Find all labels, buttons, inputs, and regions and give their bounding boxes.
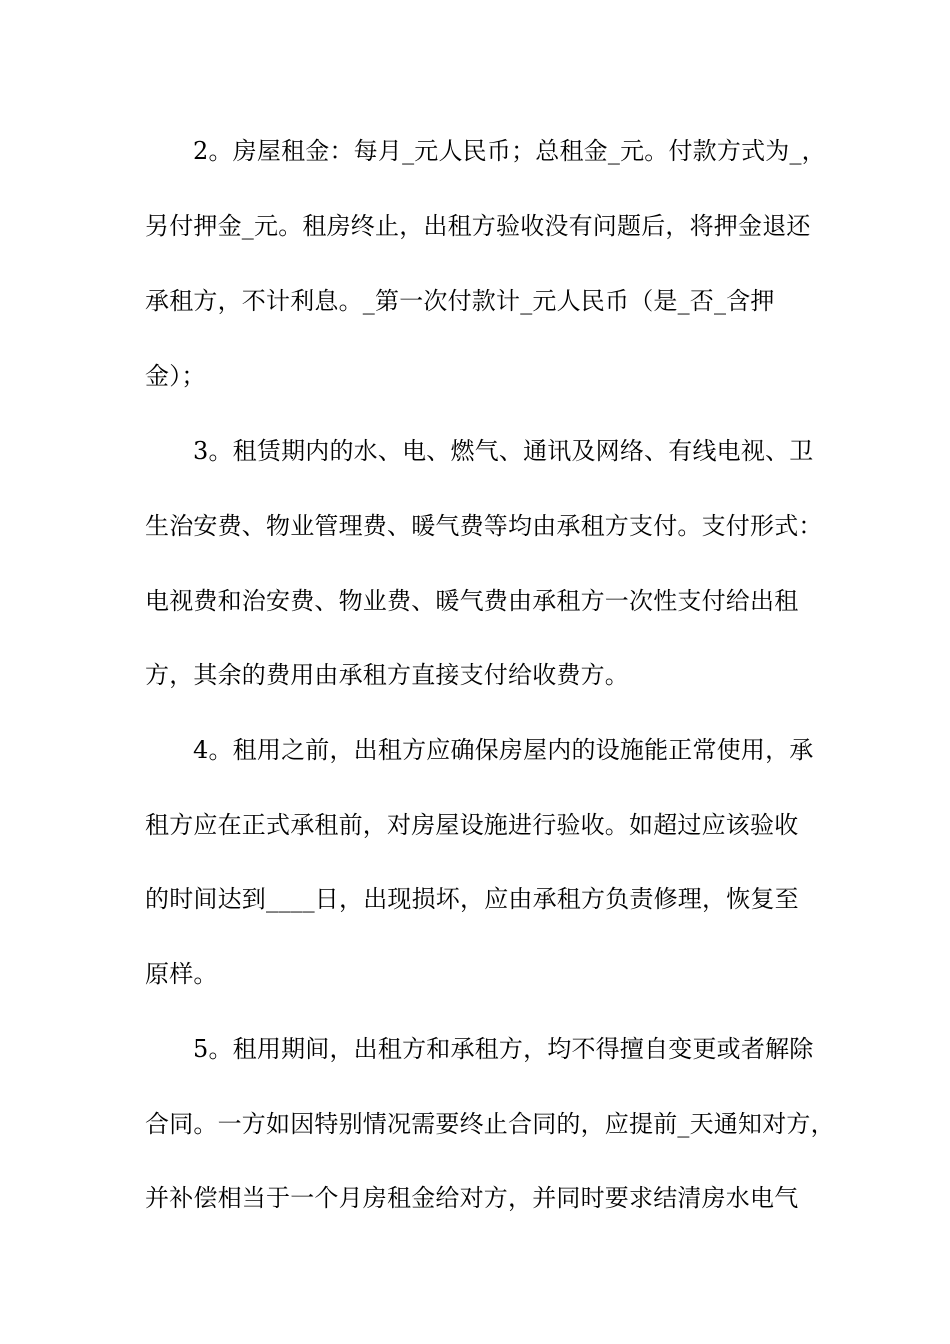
paragraph-5-line-3: 并补偿相当于一个月房租金给对方，并同时要求结清房水电气 [145, 1184, 799, 1212]
paragraph-3-line-4: 方，其余的费用由承租方直接支付给收费方。 [145, 661, 629, 689]
paragraph-3-line-3: 电视费和治安费、物业费、暖气费由承租方一次性支付给出租 [145, 587, 799, 615]
paragraph-3-line-1: 3。租赁期内的水、电、燃气、通讯及网络、有线电视、卫 [193, 437, 814, 465]
paragraph-2-line-2: 另付押金_元。租房终止，出租方验收没有问题后，将押金退还 [145, 212, 811, 240]
paragraph-5-line-1: 5。租用期间，出租方和承租方，均不得擅自变更或者解除 [193, 1035, 814, 1063]
paragraph-3-line-2: 生治安费、物业管理费、暖气费等均由承租方支付。支付形式： [145, 512, 823, 540]
paragraph-4-line-1: 4。租用之前，出租方应确保房屋内的设施能正常使用，承 [193, 736, 814, 764]
paragraph-4-line-4: 原样。 [145, 960, 218, 988]
paragraph-2-line-1: 2。房屋租金：每月_元人民币；总租金_元。付款方式为_， [193, 137, 826, 165]
paragraph-4-line-2: 租方应在正式承租前，对房屋设施进行验收。如超过应该验收 [145, 811, 799, 839]
paragraph-2-line-3: 承租方，不计利息。_第一次付款计_元人民币（是_否_含押 [145, 287, 775, 315]
paragraph-5-line-2: 合同。一方如因特别情况需要终止合同的，应提前_天通知对方， [145, 1110, 835, 1138]
paragraph-2-line-4: 金）； [145, 362, 206, 390]
paragraph-4-line-3: 的时间达到____日，出现损坏，应由承租方负责修理，恢复至 [145, 885, 799, 913]
